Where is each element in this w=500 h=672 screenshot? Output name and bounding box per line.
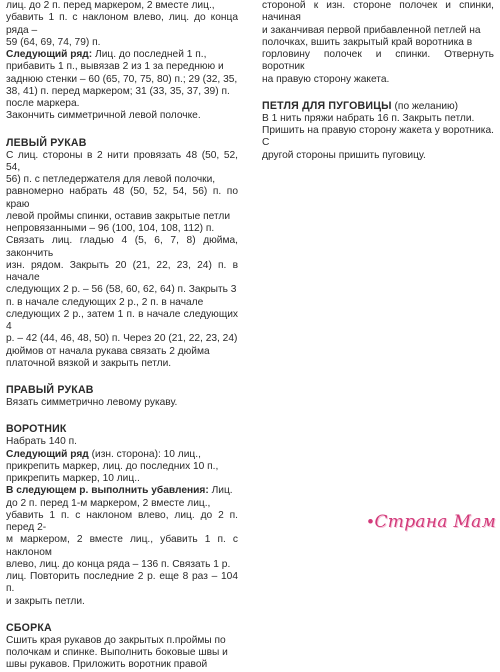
assembly-heading: СБОРКА <box>6 621 52 634</box>
left-sleeve-heading: ЛЕВЫЙ РУКАВ <box>6 136 87 149</box>
right-sleeve-text: Вязать симметрично левому рукаву. <box>6 397 178 408</box>
button-loop-paragraph: В 1 нить пряжи набрать 16 п. Закрыть петли. Пришить на правую сторону жакета у воротника. С другой стороны пришить пуговицу. <box>262 112 494 161</box>
assembly-continuation: стороной к изн. стороне полочек и спинки, начиная и заканчивая первой прибавленной петлей на полочках, вшить закрытый край воротника в горловину полочек и спинки. Отвернуть воротник на правую сторону жакета. <box>262 0 494 85</box>
right-sleeve-heading: ПРАВЫЙ РУКАВ <box>6 384 94 396</box>
site-watermark <box>368 508 496 532</box>
collar-next-row: Следующий ряд (изн. сторона): 10 лиц., прикрепить маркер, лиц. до последних 10 п., прикрепить маркер, 10 лиц.. <box>6 448 219 484</box>
collar-decrease: В следующем р. выполнить убавления: Лиц. до 2 п. перед 1-м маркером, 2 вместе лиц., убавить 1 п. с наклоном влево, лиц. до 2 п. перед 2- м маркером, 2 вместе лиц., убавить 1 п. с наклоном влево, лиц. до конца ряда – 136 п. Связать 1 р. лиц. Повторить последние 2 р. еще 8 раз – 104 п. и закрыть петли. <box>6 485 238 607</box>
watermark-text: Страна Мам <box>374 512 496 532</box>
watermark-dot-icon: • <box>367 512 374 531</box>
collar-next-label: Следующий ряд <box>6 448 89 460</box>
right-column <box>262 0 494 162</box>
left-sleeve-paragraph: С лиц. стороны в 2 нити провязать 48 (50, 52, 54, 56) п. с петледержателя для левой полочки, равномерно набрать 48 (50, 52, 54, 56) п. по краю левой проймы спинки, оставив закрытые петли непровязанными – 96 (100, 104, 108, 112) п. Связать лиц. гладью 4 (5, 6, 7, 8) дюйма, закончить изн. рядом. Закрыть 20 (21, 22, 23, 24) п. в начале следующих 2 р. – 56 (58, 60, 62, 64) п. Закрыть 3 п. в начале следующих 2 р., 2 п. в начале следующих 2 р., затем 1 п. в начале следующих 4 р. – 42 (44, 46, 48, 50) п. Через 20 (21, 22, 23, 24) дюймов от начала рукава связать 2 дюйма платочной вязкой и закрыть петли. <box>6 149 238 369</box>
collar-cast-on: Набрать 140 п. <box>6 436 77 448</box>
finish-left-text: Закончить симметричной левой полочке. <box>6 110 201 122</box>
collar-heading: ВОРОТНИК <box>6 423 67 436</box>
assembly-paragraph: Сшить края рукавов до закрытых п.проймы по полочкам и спинке. Выполнить боковые швы и швы рукавов. Приложить воротник правой <box>6 634 228 671</box>
left-column <box>6 0 238 672</box>
button-loop-note: (по желанию) <box>391 100 459 112</box>
collar-dec-label: В следующем р. выполнить убавления: <box>6 485 209 497</box>
button-loop-heading: ПЕТЛЯ ДЛЯ ПУГОВИЦЫ (по желанию) <box>262 99 459 112</box>
next-row-label: Следующий ряд: <box>6 49 93 60</box>
next-row-paragraph: Следующий ряд: Лиц. до последней 1 п., прибавить 1 п., вывязав 2 из 1 за переднюю и заднюю стенки – 60 (65, 70, 75, 80) п.; 29 (32, 35, 38, 41) п. перед маркером; 31 (33, 35, 37, 39) п. после маркера. <box>6 49 238 109</box>
intro-paragraph: лиц. до 2 п. перед маркером, 2 вместе лиц., убавить 1 п. с наклоном влево, лиц. до конца ряда – 59 (64, 69, 74, 79) п. <box>6 0 238 48</box>
